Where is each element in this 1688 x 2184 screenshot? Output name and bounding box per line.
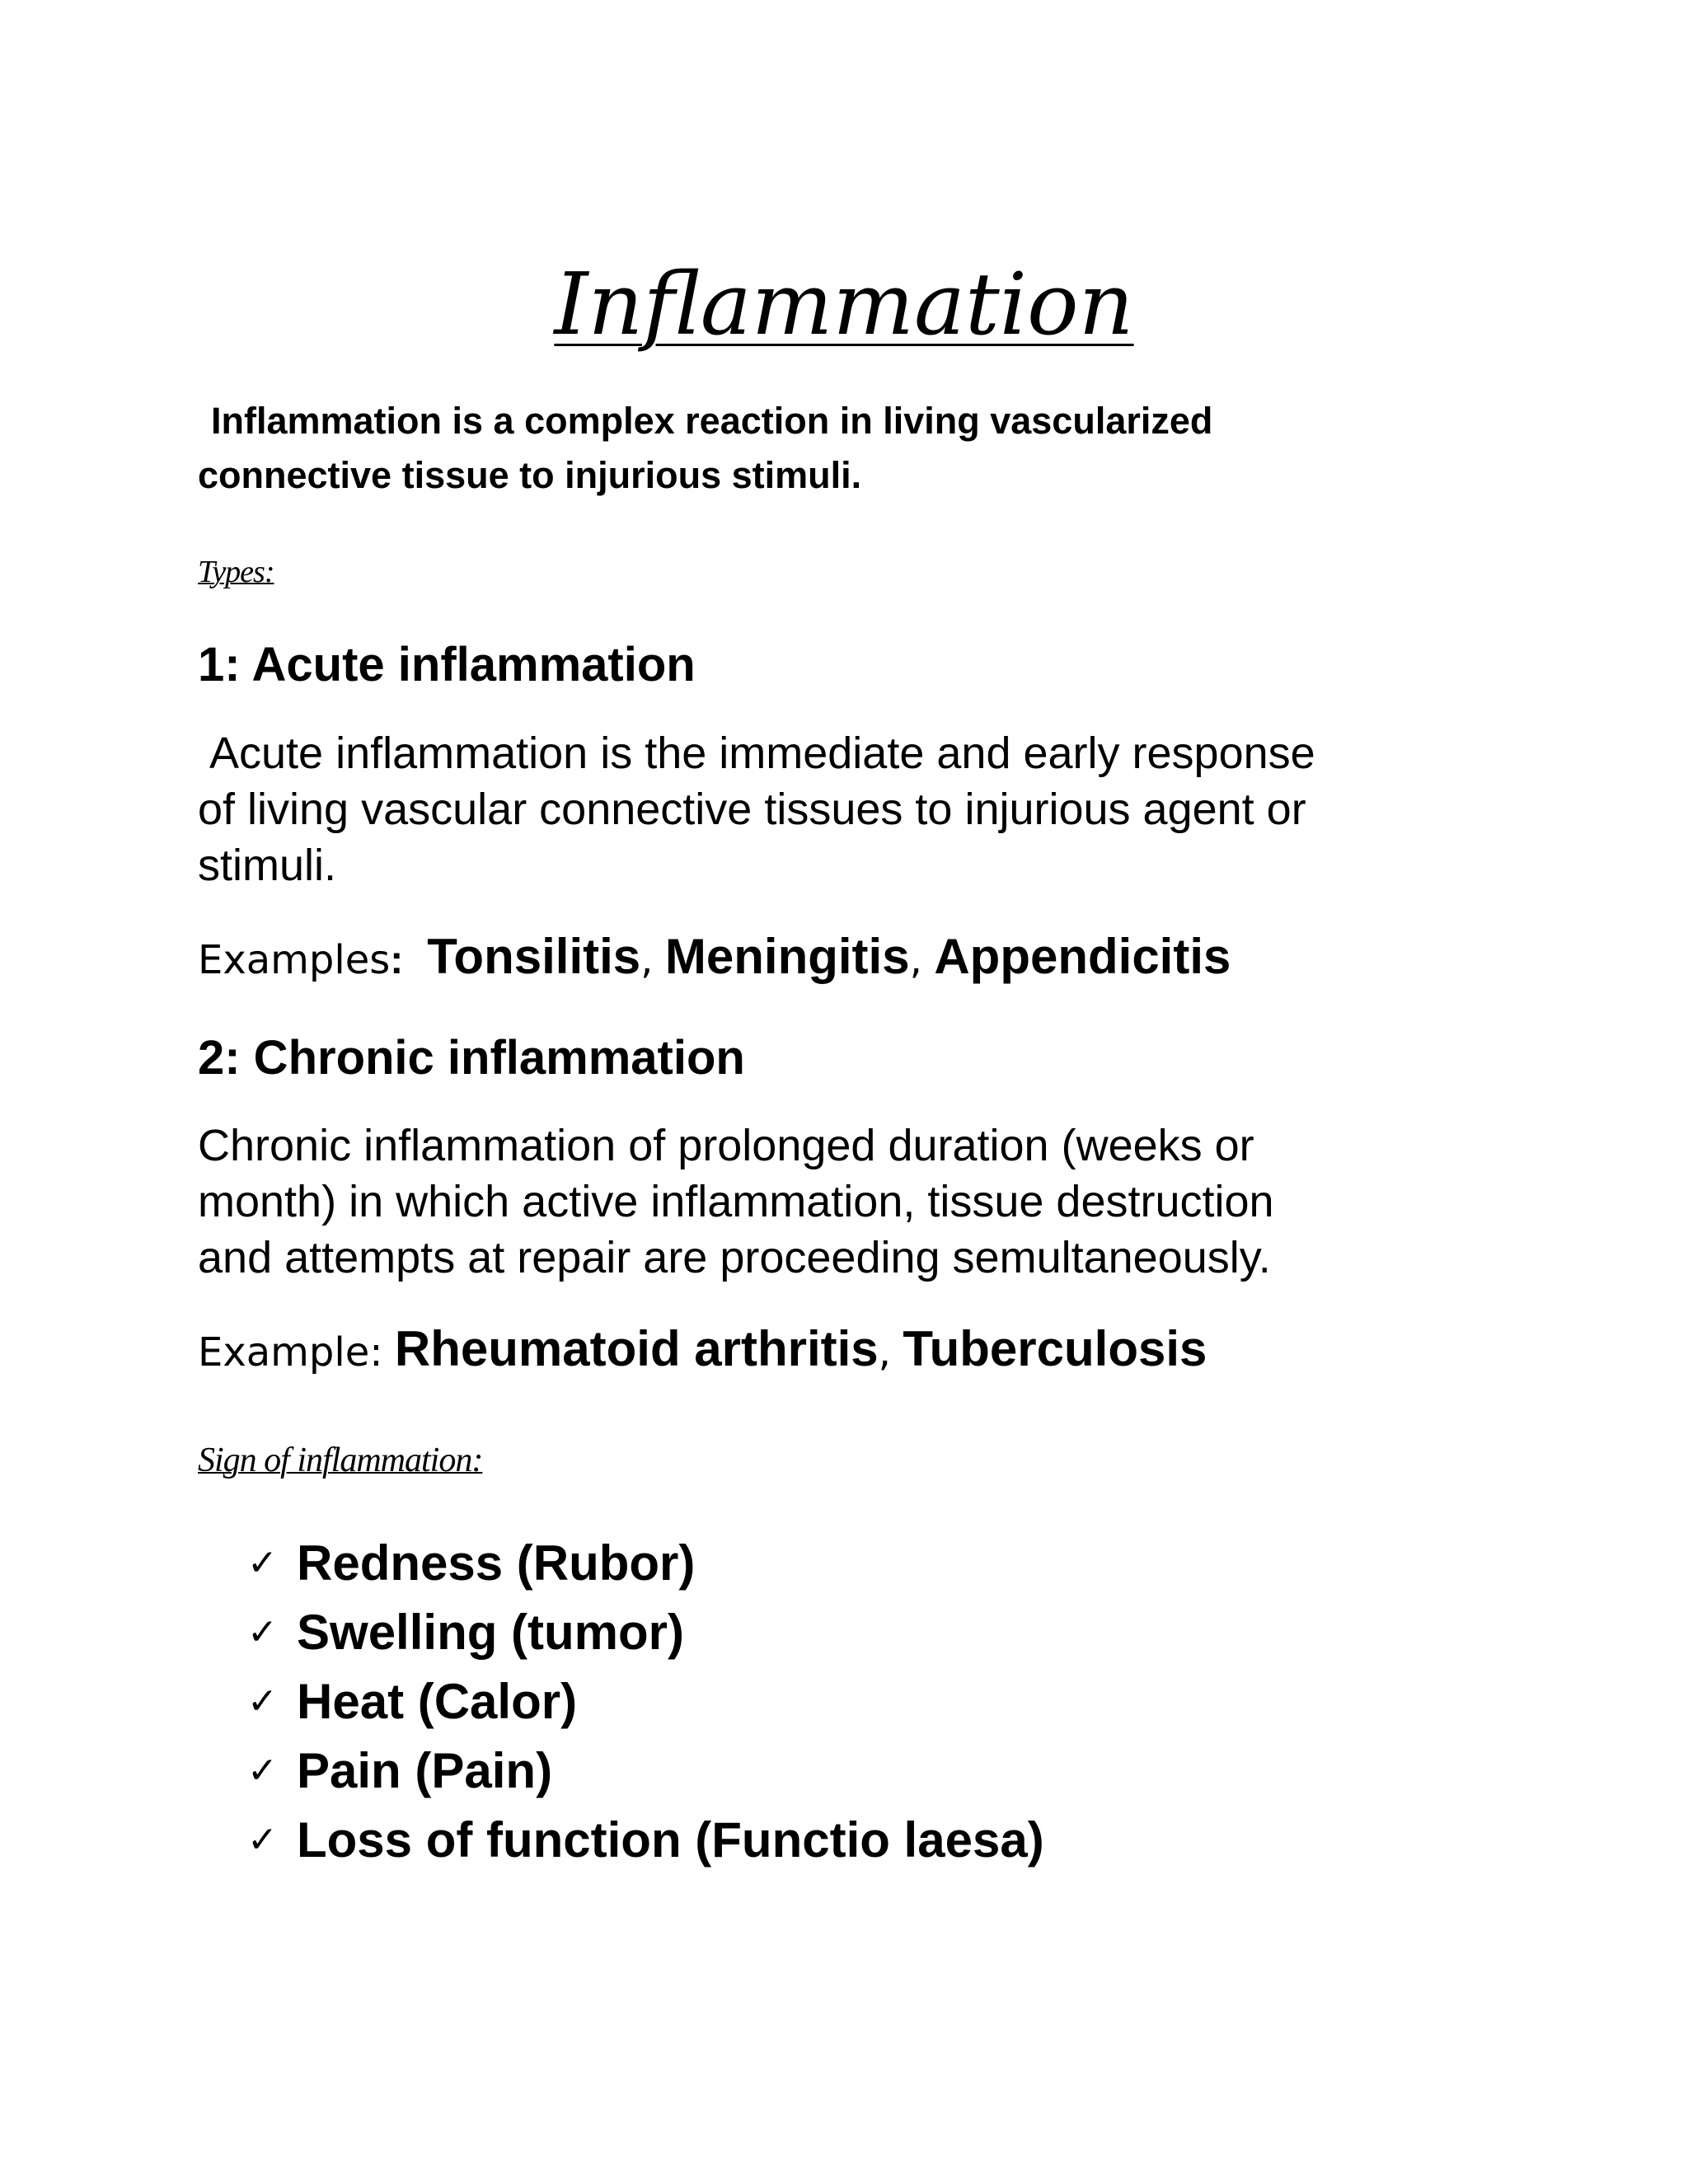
document-title <box>0 254 1688 354</box>
intro-line-1: Inflammation is a complex reaction in living vascularized <box>211 400 1213 442</box>
acute-example-1: Tonsilitis <box>427 929 641 984</box>
sign-item <box>247 1598 1044 1667</box>
checkmark-icon: ✓ <box>247 1611 278 1653</box>
chronic-line-1: Chronic inflammation of prolonged duration (weeks or <box>198 1121 1254 1170</box>
chronic-line-3: and attempts at repair are proceeding semultaneously. <box>198 1233 1271 1282</box>
acute-line-2: of living vascular connective tissues to injurious agent or <box>198 785 1306 834</box>
acute-example-3: Appendicitis <box>934 929 1231 984</box>
checkmark-icon: ✓ <box>247 1819 278 1861</box>
types-label: Types: <box>198 555 274 589</box>
signs-list <box>247 1529 1044 1875</box>
sign-swelling: Swelling (tumor) <box>297 1605 684 1660</box>
sign-item <box>247 1529 1044 1598</box>
sign-loss-of-function: Loss of function (Functio laesa) <box>297 1812 1044 1868</box>
chronic-example-separator: , <box>878 1329 891 1376</box>
acute-example-separator: , <box>640 937 654 983</box>
title-text: Inflammation <box>554 254 1134 354</box>
checkmark-icon: ✓ <box>247 1750 278 1792</box>
chronic-example-1: Rheumatoid arthritis <box>394 1321 879 1376</box>
sign-heat: Heat (Calor) <box>297 1674 578 1729</box>
acute-examples-label: Examples <box>198 937 391 983</box>
chronic-example-label: Example: <box>198 1329 383 1376</box>
chronic-heading: 2: Chronic inflammation <box>198 1031 745 1085</box>
acute-line-1: Acute inflammation is the immediate and early response <box>209 729 1315 778</box>
chronic-description <box>198 1118 1517 1286</box>
intro-line-2: connective tissue to injurious stimuli. <box>198 454 862 496</box>
intro-paragraph <box>198 394 1517 503</box>
sign-redness: Redness (Rubor) <box>297 1535 696 1591</box>
acute-examples <box>198 930 1231 984</box>
chronic-line-2: month) in which active inflammation, tissue destruction <box>198 1177 1274 1226</box>
sign-item <box>247 1736 1044 1806</box>
chronic-examples <box>198 1322 1207 1376</box>
sign-pain: Pain (Pain) <box>297 1743 553 1798</box>
acute-line-3: stimuli. <box>198 841 337 890</box>
sign-item <box>247 1667 1044 1736</box>
chronic-example-2: Tuberculosis <box>903 1321 1207 1376</box>
acute-heading: 1: Acute inflammation <box>198 638 696 691</box>
checkmark-icon: ✓ <box>247 1542 278 1584</box>
acute-description <box>198 725 1517 893</box>
signs-label: Sign of inflammation: <box>198 1441 483 1479</box>
acute-example-2: Meningitis <box>664 929 910 984</box>
sign-item <box>247 1806 1044 1875</box>
checkmark-icon: ✓ <box>247 1680 278 1722</box>
acute-examples-colon: : <box>390 939 404 982</box>
acute-example-separator: , <box>909 937 922 983</box>
